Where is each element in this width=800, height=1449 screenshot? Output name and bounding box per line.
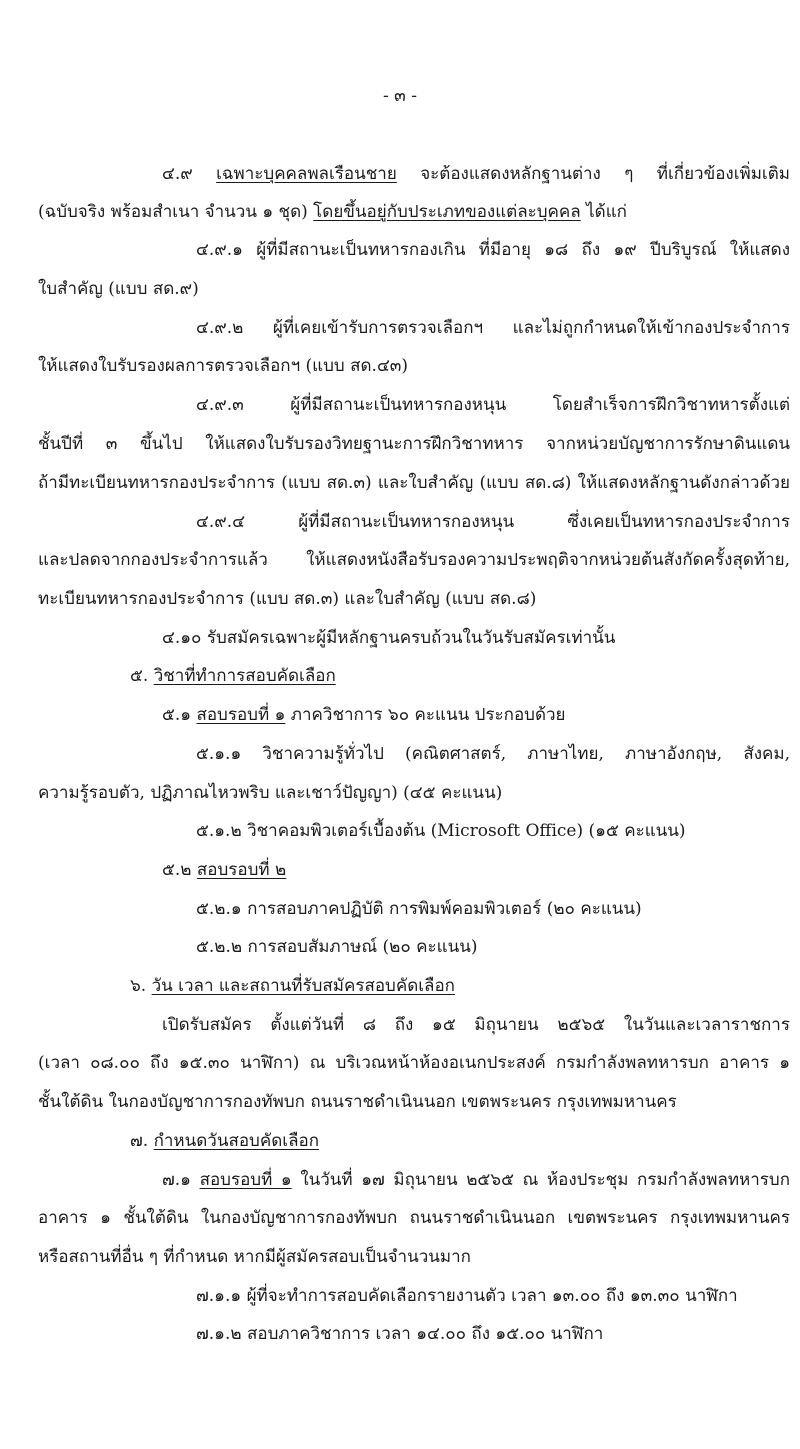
- section-5-1-line: [162, 701, 566, 728]
- section-4-10: ๔.๑๐ รับสมัครเฉพาะผู้มีหลักฐานครบถ้วนในวันรับสมัครเท่านั้น: [162, 628, 616, 648]
- section-4-9-underlined: โดยขึ้นอยู่กับประเภทของแต่ละบุคคล: [313, 202, 581, 222]
- section-4-9-4-line-2: และปลดจากกองประจำการแล้ว ให้แสดงหนังสือรับรองความประพฤติจากหน่วยต้นสังกัดครั้งสุดท้าย,: [38, 550, 790, 570]
- section-5-2-number: ๕.๒: [162, 860, 192, 880]
- section-5-1-1-line-2: ความรู้รอบตัว, ปฏิภาณไหวพริบ และเชาว์ปัญญา) (๔๕ คะแนน): [38, 783, 503, 803]
- section-6-body-line-2: (เวลา ๐๘.๐๐ ถึง ๑๕.๓๐ นาฬิกา) ณ บริเวณหน้าห้องอเนกประสงค์ กรมกำลังพลทหารบก อาคาร ๑: [38, 1053, 790, 1073]
- section-4-9-line-2: (ฉบับจริง พร้อมสำเนา จำนวน ๑ ชุด) โดยขึ้นอยู่กับประเภทของแต่ละบุคคล ได้แก่: [38, 202, 627, 222]
- section-5-2-1: ๕.๒.๑ การสอบภาคปฏิบัติ การพิมพ์คอมพิวเตอร์ (๒๐ คะแนน): [196, 899, 642, 919]
- section-5-1-2: ๕.๑.๒ วิชาคอมพิวเตอร์เบื้องต้น (Microsoft Office) (๑๕ คะแนน): [196, 821, 686, 841]
- section-4-9-1-line-1: ๔.๙.๑ ผู้ที่มีสถานะเป็นทหารกองเกิน ที่มีอายุ ๑๘ ถึง ๑๙ ปีบริบูรณ์ ให้แสดง: [196, 240, 790, 260]
- section-7-1-line-2: อาคาร ๑ ชั้นใต้ดิน ในกองบัญชาการกองทัพบก ถนนราชดำเนินนอก เขตพระนคร กรุงเทพมหานคร: [38, 1208, 790, 1228]
- section-5-1-text: ภาควิชาการ ๖๐ คะแนน ประกอบด้วย: [290, 705, 566, 725]
- section-4-9-line-1: [162, 160, 790, 187]
- section-7-1-text: ในวันที่ ๑๗ มิถุนายน ๒๕๖๕ ณ ห้องประชุม กรมกำลังพลทหารบก: [300, 1170, 791, 1190]
- section-6-body-line-1: เปิดรับสมัคร ตั้งแต่วันที่ ๘ ถึง ๑๕ มิถุนายน ๒๕๖๕ ในวันและเวลาราชการ: [162, 1015, 790, 1035]
- section-6-heading-line: [130, 972, 455, 999]
- section-5-1-number: ๕.๑: [162, 705, 192, 725]
- section-5-heading: วิชาที่ทำการสอบคัดเลือก: [153, 666, 336, 686]
- page-number: - ๓ -: [383, 86, 417, 106]
- section-7-1-number: ๗.๑: [162, 1170, 191, 1190]
- section-4-9-3-line-3: ถ้ามีทะเบียนทหารกองประจำการ (แบบ สด.๓) และใบสำคัญ (แบบ สด.๘) ให้แสดงหลักฐานดังกล่าวด้วย: [38, 473, 790, 493]
- section-5-heading-line: [130, 662, 336, 689]
- section-5-2-line: [162, 856, 286, 883]
- section-4-9-1-line-2: ใบสำคัญ (แบบ สด.๙): [38, 279, 199, 299]
- section-7-1-line-1: [162, 1166, 790, 1193]
- section-4-9-number: ๔.๙: [162, 164, 193, 184]
- section-5-2-2: ๕.๒.๒ การสอบสัมภาษณ์ (๒๐ คะแนน): [196, 937, 478, 957]
- section-4-9-4-line-1: ๔.๙.๔ ผู้ที่มีสถานะเป็นทหารกองหนุน ซึ่งเคยเป็นทหารกองประจำการ: [196, 512, 790, 532]
- section-7-1-2: ๗.๑.๒ สอบภาควิชาการ เวลา ๑๔.๐๐ ถึง ๑๕.๐๐ นาฬิกา: [196, 1324, 604, 1344]
- section-6-body-line-3: ชั้นใต้ดิน ในกองบัญชาการกองทัพบก ถนนราชดำเนินนอก เขตพระนคร กรุงเทพมหานคร: [38, 1092, 677, 1112]
- section-4-9-text: จะต้องแสดงหลักฐานต่าง ๆ ที่เกี่ยวข้องเพิ่มเติม: [420, 164, 790, 184]
- section-4-9-heading: เฉพาะบุคคลพลเรือนชาย: [216, 164, 397, 184]
- section-4-9-4-line-3: ทะเบียนทหารกองประจำการ (แบบ สด.๓) และใบสำคัญ (แบบ สด.๘): [38, 589, 537, 609]
- section-6-number: ๖.: [130, 976, 147, 996]
- section-4-9-2-line-2: ให้แสดงใบรับรองผลการตรวจเลือกฯ (แบบ สด.๔๓): [38, 356, 409, 376]
- section-7-heading-line: [130, 1127, 319, 1154]
- section-7-heading: กำหนดวันสอบคัดเลือก: [153, 1131, 319, 1151]
- section-5-1-1-line-1: ๕.๑.๑ วิชาความรู้ทั่วไป (คณิตศาสตร์, ภาษาไทย, ภาษาอังกฤษ, สังคม,: [196, 744, 790, 764]
- section-5-1-heading: สอบรอบที่ ๑: [196, 705, 286, 725]
- section-4-9-2-line-1: ๔.๙.๒ ผู้ที่เคยเข้ารับการตรวจเลือกฯ และไม่ถูกกำหนดให้เข้ากองประจำการ: [196, 318, 790, 338]
- section-7-1-line-3: หรือสถานที่อื่น ๆ ที่กำหนด หากมีผู้สมัครสอบเป็นจำนวนมาก: [38, 1247, 471, 1267]
- section-7-number: ๗.: [130, 1131, 149, 1151]
- section-6-heading: วัน เวลา และสถานที่รับสมัครสอบคัดเลือก: [151, 976, 455, 996]
- section-7-1-heading: สอบรอบที่ ๑: [199, 1170, 292, 1190]
- section-5-number: ๕.: [130, 666, 149, 686]
- section-5-2-heading: สอบรอบที่ ๒: [196, 860, 287, 880]
- section-4-9-3-line-1: ๔.๙.๓ ผู้ที่มีสถานะเป็นทหารกองหนุน โดยสำเร็จการฝึกวิชาทหารตั้งแต่: [196, 395, 790, 415]
- section-7-1-1: ๗.๑.๑ ผู้ที่จะทำการสอบคัดเลือกรายงานตัว เวลา ๑๓.๐๐ ถึง ๑๓.๓๐ นาฬิกา: [196, 1286, 738, 1306]
- section-4-9-3-line-2: ชั้นปีที่ ๓ ขึ้นไป ให้แสดงใบรับรองวิทยฐานะการฝึกวิชาทหาร จากหน่วยบัญชาการรักษาดินแดน: [38, 434, 790, 454]
